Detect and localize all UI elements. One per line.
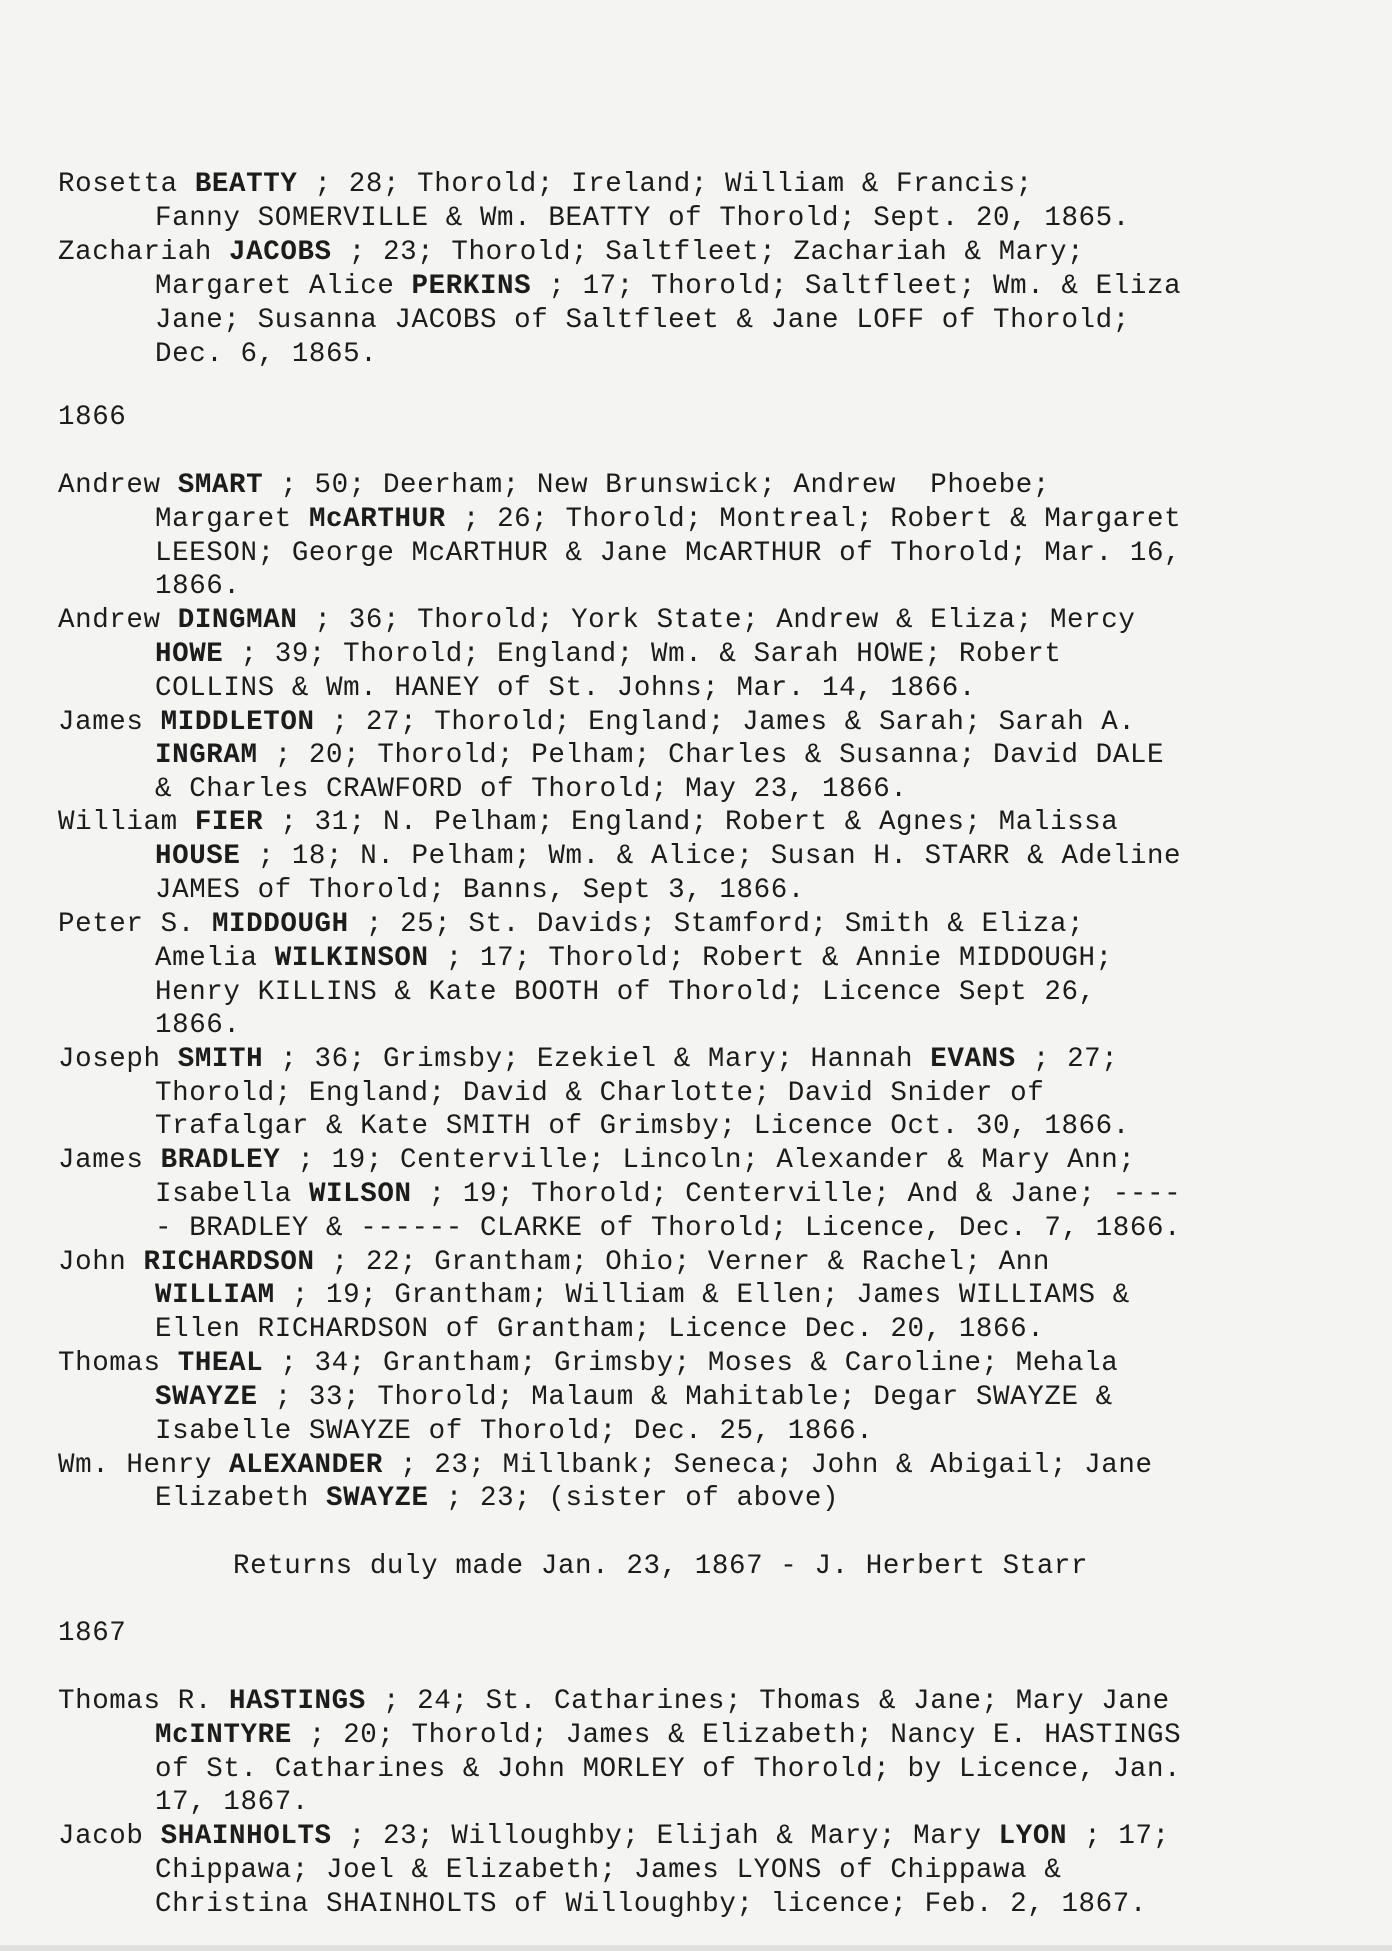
surname: EVANS xyxy=(930,1044,1016,1075)
record-continuation-line xyxy=(155,1077,1044,1111)
surname: SHAINHOLTS xyxy=(160,1821,332,1852)
entry-text: ; 23; Willoughby; Elijah & Mary; Mary xyxy=(331,1821,999,1852)
entry-text: ; 36; Thorold; York State; Andrew & Eliza; Mercy xyxy=(297,605,1136,636)
entry-text: ; 33; Thorold; Malaum & Mahitable; Degar SWAYZE & xyxy=(257,1382,1113,1413)
record-first-line xyxy=(58,1347,1118,1381)
record-continuation-line xyxy=(155,270,1181,304)
record-continuation-line xyxy=(155,338,377,372)
record-continuation-line xyxy=(155,672,976,706)
entry-text: 1866. xyxy=(155,1010,241,1041)
record-first-line xyxy=(58,1144,1135,1178)
entry-text: Isabella xyxy=(155,1179,309,1210)
entry-text: Peter S. xyxy=(58,909,212,940)
entry-text: Dec. 6, 1865. xyxy=(155,339,378,370)
entry-text: ; 28; Thorold; Ireland; William & Francis; xyxy=(297,169,1033,200)
record-continuation-line xyxy=(155,840,1181,874)
entry-text: James xyxy=(58,707,161,738)
record-first-line xyxy=(58,1449,1153,1483)
record-continuation-line xyxy=(155,304,1130,338)
surname: SWAYZE xyxy=(155,1382,258,1413)
entry-text: ; 27; Thorold; England; James & Sarah; Sarah A. xyxy=(314,707,1136,738)
entry-text: Ellen RICHARDSON of Grantham; Licence Dec. 20, 1866. xyxy=(155,1314,1045,1345)
entry-text: Henry KILLINS & Kate BOOTH of Thorold; Licence Sept 26, xyxy=(155,977,1096,1008)
entry-text: COLLINS & Wm. HANEY of St. Johns; Mar. 14, 1866. xyxy=(155,673,976,704)
surname: MIDDLETON xyxy=(160,707,315,738)
record-continuation-line xyxy=(155,202,1130,236)
entry-text: ; 26; Thorold; Montreal; Robert & Margaret xyxy=(445,504,1182,535)
surname: WILSON xyxy=(308,1179,412,1210)
surname: PERKINS xyxy=(411,271,532,302)
record-continuation-line xyxy=(155,1110,1130,1144)
surname: MIDDOUGH xyxy=(211,909,349,940)
record-first-line xyxy=(58,908,1084,942)
surname: HASTINGS xyxy=(229,1686,366,1717)
record-continuation-line xyxy=(155,1854,1061,1888)
page-bottom-edge xyxy=(0,1945,1392,1951)
record-continuation-line xyxy=(155,570,241,604)
record-first-line xyxy=(58,1820,1170,1854)
entry-text: Amelia xyxy=(155,943,275,974)
record-first-line xyxy=(58,706,1136,740)
entry-text: & Charles CRAWFORD of Thorold; May 23, 1866. xyxy=(155,774,908,805)
record-first-line xyxy=(58,469,1050,503)
surname: DINGMAN xyxy=(177,605,298,636)
entry-text: ; 24; St. Catharines; Thomas & Jane; Mary Jane xyxy=(365,1686,1170,1717)
entry-text: LEESON; George McARTHUR & Jane McARTHUR of Thorold; Mar. 16, xyxy=(155,538,1182,569)
record-continuation-line xyxy=(155,942,1113,976)
entry-text: John xyxy=(58,1247,144,1278)
entry-text: ; 39; Thorold; England; Wm. & Sarah HOWE; Robert xyxy=(223,639,1062,670)
entry-text: Andrew xyxy=(58,470,178,501)
entry-text: ; 19; Centerville; Lincoln; Alexander & Mary Ann; xyxy=(280,1145,1136,1176)
surname: McINTYRE xyxy=(155,1720,292,1751)
record-continuation-line xyxy=(155,1786,309,1820)
year-heading: 1867 xyxy=(58,1618,127,1649)
surname: LYON xyxy=(998,1821,1068,1852)
record-continuation-line xyxy=(155,537,1181,571)
entry-text: ; 18; N. Pelham; Wm. & Alice; Susan H. STARR & Adeline xyxy=(240,841,1182,872)
entry-text: Jane; Susanna JACOBS of Saltfleet & Jane LOFF of Thorold; xyxy=(155,305,1130,336)
entry-text: ; 19; Thorold; Centerville; And & Jane; ---- xyxy=(411,1179,1182,1210)
surname: WILLIAM xyxy=(155,1280,275,1311)
surname: SWAYZE xyxy=(326,1483,429,1514)
record-continuation-line xyxy=(155,1313,1044,1347)
surname: ALEXANDER xyxy=(229,1450,383,1481)
entry-text: Wm. Henry xyxy=(58,1450,230,1481)
entry-text: ; 22; Grantham; Ohio; Verner & Rachel; Ann xyxy=(314,1247,1050,1278)
surname: WILKINSON xyxy=(274,943,429,974)
entry-text: Zachariah xyxy=(58,237,230,268)
record-continuation-line xyxy=(155,1009,241,1043)
record-continuation-line xyxy=(155,1753,1181,1787)
entry-text: ; 17; xyxy=(1067,1821,1170,1852)
record-continuation-line xyxy=(155,1279,1130,1313)
entry-text: Fanny SOMERVILLE & Wm. BEATTY of Thorold; Sept. 20, 1865. xyxy=(155,203,1130,234)
entry-text: James xyxy=(58,1145,161,1176)
entry-text: 1866. xyxy=(155,571,241,602)
entry-text: ; 23; Millbank; Seneca; John & Abigail; Jane xyxy=(382,1450,1153,1481)
surname: RICHARDSON xyxy=(143,1247,315,1278)
record-continuation-line xyxy=(155,1888,1147,1922)
surname: HOUSE xyxy=(155,841,241,872)
entry-text: Margaret Alice xyxy=(155,271,412,302)
entry-text: ; 23; Thorold; Saltfleet; Zachariah & Mary; xyxy=(331,237,1085,268)
entry-text: ; 20; Thorold; Pelham; Charles & Susanna; David DALE xyxy=(257,740,1165,771)
entry-text: ; 17; Thorold; Saltfleet; Wm. & Eliza xyxy=(531,271,1182,302)
entry-text: ; 31; N. Pelham; England; Robert & Agnes; Malissa xyxy=(263,807,1119,838)
surname: BRADLEY xyxy=(160,1145,281,1176)
entry-text: - BRADLEY & ------ CLARKE of Thorold; Licence, Dec. 7, 1866. xyxy=(155,1213,1182,1244)
record-first-line xyxy=(58,806,1118,840)
entry-text: Jacob xyxy=(58,1821,161,1852)
record-first-line xyxy=(58,168,1033,202)
record-first-line xyxy=(58,1246,1050,1280)
entry-text: Thorold; England; David & Charlotte; David Snider of xyxy=(155,1078,1045,1109)
record-continuation-line xyxy=(155,1415,873,1449)
surname: HOWE xyxy=(155,639,224,670)
surname: INGRAM xyxy=(155,740,258,771)
entry-text: Elizabeth xyxy=(155,1483,327,1514)
record-continuation-line xyxy=(155,503,1181,537)
record-first-line xyxy=(58,1043,1118,1077)
returns-note: Returns duly made Jan. 23, 1867 - J. Herbert Starr xyxy=(233,1551,1089,1582)
entry-text: William xyxy=(58,807,195,838)
entry-text: Thomas xyxy=(58,1348,178,1379)
entry-text: Rosetta xyxy=(58,169,195,200)
record-continuation-line xyxy=(155,1719,1181,1753)
surname: JACOBS xyxy=(229,237,332,268)
entry-text: Andrew xyxy=(58,605,178,636)
entry-text: ; 20; Thorold; James & Elizabeth; Nancy E. HASTINGS xyxy=(291,1720,1182,1751)
entry-text: Chippawa; Joel & Elizabeth; James LYONS of Chippawa & xyxy=(155,1855,1062,1886)
entry-text: Thomas R. xyxy=(58,1686,230,1717)
entry-text: Margaret xyxy=(155,504,309,535)
entry-text: 17, 1867. xyxy=(155,1787,309,1818)
entry-text: ; 34; Grantham; Grimsby; Moses & Caroline; Mehala xyxy=(263,1348,1119,1379)
record-continuation-line xyxy=(155,976,1096,1010)
entry-text: ; 27; xyxy=(1015,1044,1119,1075)
entry-text: ; 50; Deerham; New Brunswick; Andrew Phoebe; xyxy=(263,470,1050,501)
entry-text: ; 36; Grimsby; Ezekiel & Mary; Hannah xyxy=(263,1044,931,1075)
entry-text: ; 23; (sister of above) xyxy=(428,1483,840,1514)
record-continuation-line xyxy=(155,638,1061,672)
entry-text: ; 19; Grantham; William & Ellen; James WILLIAMS & xyxy=(274,1280,1130,1311)
entry-text: JAMES of Thorold; Banns, Sept 3, 1866. xyxy=(155,875,805,906)
record-continuation-line xyxy=(155,1212,1181,1246)
entry-text: Isabelle SWAYZE of Thorold; Dec. 25, 1866. xyxy=(155,1416,874,1447)
record-first-line xyxy=(58,1685,1170,1719)
entry-text: of St. Catharines & John MORLEY of Thorold; by Licence, Jan. xyxy=(155,1754,1182,1785)
record-continuation-line xyxy=(155,773,908,807)
surname: SMITH xyxy=(177,1044,264,1075)
record-continuation-line xyxy=(155,1178,1181,1212)
surname: THEAL xyxy=(177,1348,264,1379)
surname: BEATTY xyxy=(194,169,298,200)
record-continuation-line xyxy=(155,739,1164,773)
entry-text: Trafalgar & Kate SMITH of Grimsby; Licence Oct. 30, 1866. xyxy=(155,1111,1130,1142)
year-heading: 1866 xyxy=(58,402,127,433)
record-continuation-line xyxy=(155,1482,839,1516)
surname: FIER xyxy=(194,807,264,838)
entry-text: Christina SHAINHOLTS of Willoughby; licence; Feb. 2, 1867. xyxy=(155,1889,1147,1920)
record-first-line xyxy=(58,604,1135,638)
entry-text: ; 25; St. Davids; Stamford; Smith & Eliza; xyxy=(348,909,1085,940)
record-first-line xyxy=(58,236,1084,270)
record-continuation-line xyxy=(155,1381,1113,1415)
record-continuation-line xyxy=(155,874,805,908)
surname: SMART xyxy=(177,470,264,501)
entry-text: ; 17; Thorold; Robert & Annie MIDDOUGH; xyxy=(428,943,1113,974)
surname: McARTHUR xyxy=(308,504,446,535)
entry-text: Joseph xyxy=(58,1044,178,1075)
